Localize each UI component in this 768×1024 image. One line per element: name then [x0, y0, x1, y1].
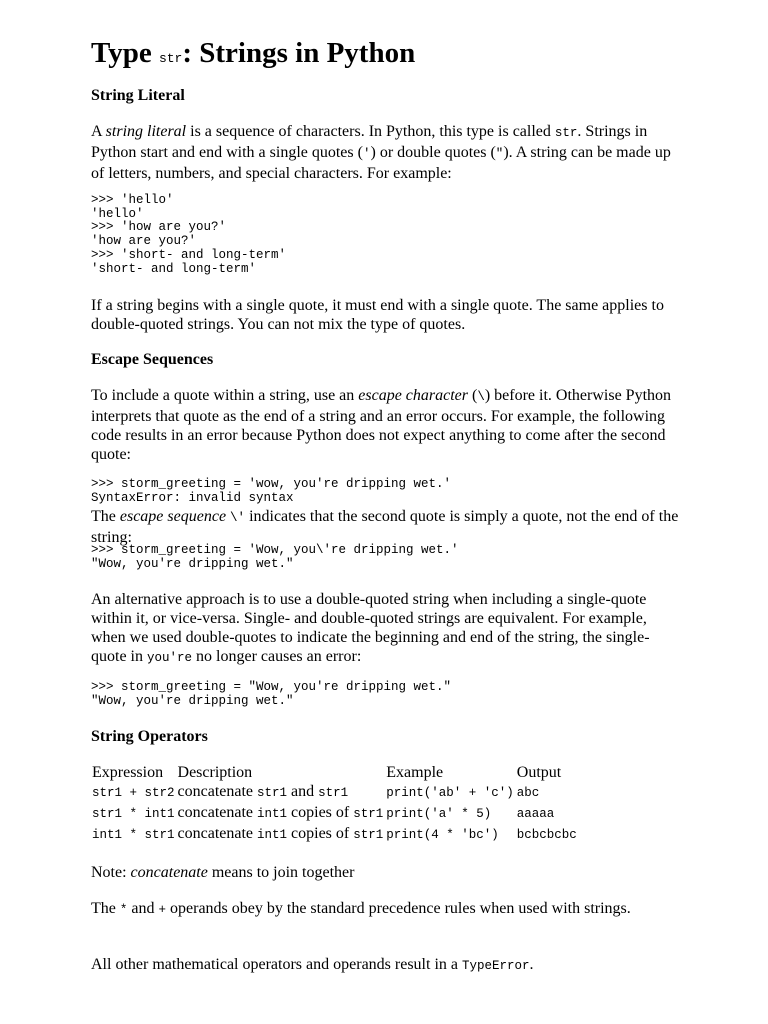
table-row: [91, 782, 579, 803]
cell-expression: str1 + str2: [92, 786, 175, 800]
header-expression: Expression: [92, 764, 164, 781]
cell-expression: str1 * int1: [92, 807, 175, 821]
table-header-row: [91, 763, 579, 782]
cell-example: print('ab' + 'c'): [386, 786, 514, 800]
cell-example: print(4 * 'bc'): [386, 828, 499, 842]
code-example-double-quoted: >>> storm_greeting = "Wow, you're dripping wet." "Wow, you're dripping wet.": [91, 680, 452, 708]
cell-description: concatenate str1 and str1: [177, 783, 349, 800]
operators-table: [91, 763, 579, 845]
header-example: Example: [386, 764, 444, 781]
code-example-literals: >>> 'hello' 'hello' >>> 'how are you?' 'how are you?' >>> 'short- and long-term' 'short- and long-term': [91, 193, 287, 276]
header-description: Description: [177, 764, 253, 781]
page-title: Type str: Strings in Python: [91, 37, 416, 69]
paragraph-escape-sequence: The escape sequence \' indicates that the second quote is simply a quote, not the end of the string:: [91, 508, 679, 546]
table-row: [91, 824, 579, 845]
cell-output: abc: [516, 786, 540, 800]
paragraph-typeerror: All other mathematical operators and operands result in a TypeError.: [91, 956, 534, 973]
heading-escape-sequences: Escape Sequences: [91, 351, 214, 368]
cell-description: concatenate int1 copies of str1: [177, 804, 384, 821]
cell-expression: int1 * str1: [92, 828, 175, 842]
table-row: [91, 803, 579, 824]
paragraph-string-literal: A string literal is a sequence of characters. In Python, this type is called str. Strings in Python start and end with a single quotes (') or double quotes ("). A string can be made up of letters, numbers, and special characters. For example:: [91, 123, 671, 182]
header-output: Output: [516, 764, 562, 781]
code-example-escaped: >>> storm_greeting = 'Wow, you\'re dripping wet.' "Wow, you're dripping wet.": [91, 543, 459, 571]
cell-output: bcbcbcbc: [516, 828, 577, 842]
cell-example: print('a' * 5): [386, 807, 492, 821]
cell-output: aaaaa: [516, 807, 555, 821]
paragraph-precedence: The * and + operands obey by the standard precedence rules when used with strings.: [91, 900, 631, 917]
code-example-syntax-error: >>> storm_greeting = 'wow, you're dripping wet.' SyntaxError: invalid syntax: [91, 477, 452, 505]
paragraph-quote-matching: If a string begins with a single quote, it must end with a single quote. The same applies to double-quoted strings. You can not mix the type of quotes.: [91, 297, 664, 333]
paragraph-escape-character: To include a quote within a string, use an escape character (\) before it. Otherwise Python interprets that quote as the end of a string and an error occurs. For example, the following code results in an error because Python does not expect anything to come after the second quote:: [91, 387, 672, 463]
paragraph-alternative-approach: An alternative approach is to use a double-quoted string when including a single-quote within it, or vice-versa. Single- and double-quoted strings are equivalent. For example, when we used double-quotes to indicate the beginning and end of the string, the single-quote in you're no longer causes an error:: [91, 591, 650, 665]
heading-string-literal: String Literal: [91, 87, 185, 104]
heading-string-operators: String Operators: [91, 728, 208, 745]
cell-description: concatenate int1 copies of str1: [177, 825, 384, 842]
note-concatenate: Note: concatenate means to join together: [91, 864, 355, 881]
